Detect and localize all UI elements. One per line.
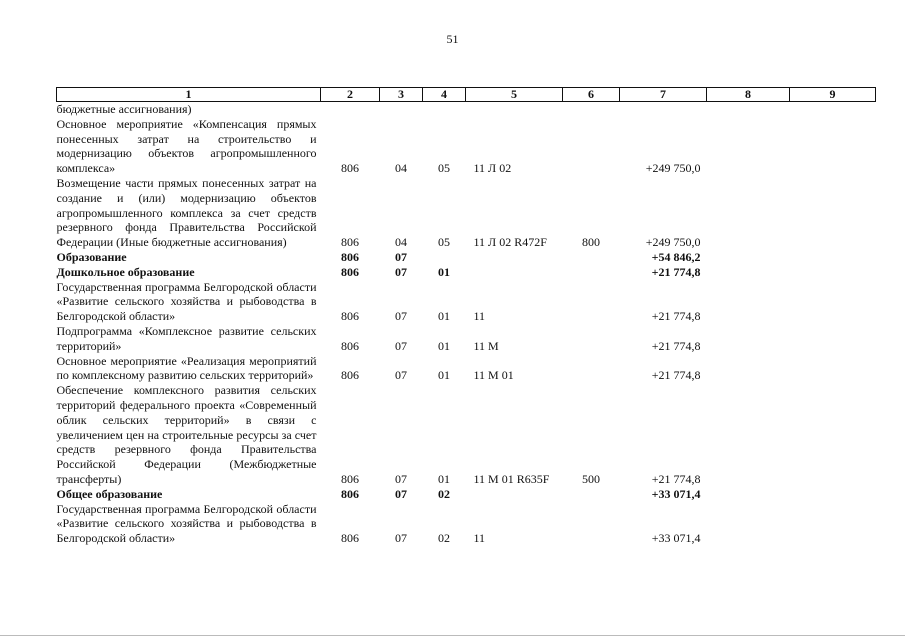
row-ministry-code: 806 — [341, 531, 359, 546]
row-subsection: 01 — [438, 309, 450, 324]
row-expense-type — [563, 324, 620, 354]
table-row — [57, 502, 876, 546]
row-expense-type — [563, 265, 620, 280]
table-row — [57, 487, 876, 502]
row-ministry-code: 806 — [341, 161, 359, 176]
row-subsection — [423, 250, 466, 265]
row-amount: +21 774,8 — [651, 338, 701, 353]
row-description: Государственная программа Белгородской области «Развитие сельского хозяйства и рыбоводства в Белгородской области» — [56, 501, 317, 546]
row-amount — [620, 102, 707, 117]
row-empty-cell — [790, 383, 876, 487]
row-ministry-code: 806 — [341, 309, 359, 324]
row-description: Общее образование — [56, 486, 163, 501]
table-row — [57, 354, 876, 384]
table-row — [57, 176, 876, 250]
row-empty-cell — [790, 102, 876, 117]
table-header-row — [57, 88, 876, 102]
row-description: Образование — [56, 249, 127, 264]
column-header-9: 9 — [790, 88, 876, 102]
row-empty-cell — [790, 502, 876, 546]
row-expense-type — [563, 117, 620, 176]
row-subsection: 05 — [438, 235, 450, 250]
row-subsection: 01 — [438, 338, 450, 353]
row-target-article: 11 Л 02 — [473, 161, 512, 176]
table-row — [57, 102, 876, 117]
page-bottom-divider — [0, 635, 905, 637]
row-expense-type: 500 — [582, 471, 600, 486]
row-description: Возмещение части прямых понесенных затрат на создание и (или) модернизацию объектов агропромышленного комплекса за счет средств резервного фонда Правительства Российской Федерации (Иные бюджетные ассигнования) — [56, 175, 317, 250]
row-section: 07 — [395, 309, 407, 324]
row-expense-type — [563, 250, 620, 265]
row-expense-type — [563, 102, 620, 117]
column-header-1: 1 — [57, 88, 321, 102]
row-ministry-code: 806 — [341, 486, 359, 501]
row-description: Основное мероприятие «Компенсация прямых понесенных затрат на строительство и модернизацию объектов агропромышленного комплекса» — [56, 116, 317, 176]
table-row — [57, 250, 876, 265]
row-section: 07 — [395, 368, 407, 383]
row-target-article: 11 Л 02 R472F — [473, 235, 547, 250]
row-amount: +21 774,8 — [651, 368, 701, 383]
row-target-article: 11 М — [473, 338, 499, 353]
row-empty-cell — [707, 250, 790, 265]
row-empty-cell — [790, 176, 876, 250]
row-empty-cell — [707, 354, 790, 384]
row-amount: +249 750,0 — [645, 161, 701, 176]
row-target-article — [466, 487, 563, 502]
row-target-article — [466, 250, 563, 265]
row-empty-cell — [707, 117, 790, 176]
row-subsection: 01 — [438, 471, 450, 486]
table-body — [57, 102, 876, 546]
row-description: Государственная программа Белгородской области «Развитие сельского хозяйства и рыбоводства в Белгородской области» — [56, 279, 317, 324]
row-expense-type — [563, 502, 620, 546]
row-empty-cell — [707, 324, 790, 354]
row-amount: +33 071,4 — [651, 486, 701, 501]
row-empty-cell — [707, 280, 790, 324]
row-empty-cell — [707, 102, 790, 117]
row-target-article: 11 — [473, 309, 486, 324]
row-expense-type: 800 — [582, 235, 600, 250]
table-row — [57, 117, 876, 176]
budget-table — [56, 87, 876, 546]
column-header-5: 5 — [466, 88, 563, 102]
row-target-article: 11 М 01 R635F — [473, 471, 550, 486]
row-subsection: 05 — [438, 161, 450, 176]
row-target-article — [466, 102, 563, 117]
row-amount: +21 774,8 — [651, 471, 701, 486]
row-empty-cell — [790, 324, 876, 354]
row-description: бюджетные ассигнования) — [56, 102, 192, 116]
row-target-article: 11 — [473, 531, 486, 546]
row-description: Дошкольное образование — [56, 264, 195, 279]
row-section: 07 — [395, 249, 407, 264]
column-header-2: 2 — [321, 88, 380, 102]
row-ministry-code: 806 — [341, 249, 359, 264]
table-row — [57, 265, 876, 280]
row-empty-cell — [707, 265, 790, 280]
row-empty-cell — [790, 487, 876, 502]
row-amount: +21 774,8 — [651, 309, 701, 324]
column-header-3: 3 — [380, 88, 423, 102]
row-section: 04 — [395, 235, 407, 250]
row-empty-cell — [790, 280, 876, 324]
column-header-8: 8 — [707, 88, 790, 102]
column-header-7: 7 — [620, 88, 707, 102]
row-amount: +249 750,0 — [645, 235, 701, 250]
row-ministry-code: 806 — [341, 368, 359, 383]
row-empty-cell — [790, 265, 876, 280]
row-subsection: 01 — [438, 368, 450, 383]
row-section: 07 — [395, 531, 407, 546]
row-subsection: 02 — [438, 486, 450, 501]
row-section: 04 — [395, 161, 407, 176]
row-subsection — [423, 102, 466, 117]
row-empty-cell — [707, 502, 790, 546]
budget-table-container — [56, 87, 875, 546]
row-section: 07 — [395, 338, 407, 353]
column-header-4: 4 — [423, 88, 466, 102]
table-row — [57, 280, 876, 324]
row-ministry-code — [321, 102, 380, 117]
column-header-6: 6 — [563, 88, 620, 102]
row-ministry-code: 806 — [341, 338, 359, 353]
page-number: 51 — [446, 32, 459, 46]
row-section: 07 — [395, 264, 407, 279]
row-empty-cell — [707, 176, 790, 250]
table-row — [57, 324, 876, 354]
row-empty-cell — [707, 383, 790, 487]
row-expense-type — [563, 280, 620, 324]
row-description: Основное мероприятие «Реализация мероприятий по комплексному развитию сельских территорий» — [56, 353, 317, 383]
row-empty-cell — [790, 354, 876, 384]
row-ministry-code: 806 — [341, 235, 359, 250]
row-section: 07 — [395, 486, 407, 501]
row-section — [380, 102, 423, 117]
row-description: Обеспечение комплексного развития сельских территорий федерального проекта «Современный облик сельских территорий» в связи с увеличением цен на строительные ресурсы за счет средств резервного фонда Правительства Российской Федерации (Межбюджетные трансферты) — [56, 383, 317, 486]
row-description: Подпрограмма «Комплексное развитие сельских территорий» — [56, 323, 317, 353]
row-amount: +33 071,4 — [651, 531, 701, 546]
row-expense-type — [563, 354, 620, 384]
table-row — [57, 383, 876, 487]
row-subsection: 02 — [438, 531, 450, 546]
row-ministry-code: 806 — [341, 264, 359, 279]
row-empty-cell — [790, 250, 876, 265]
row-empty-cell — [707, 487, 790, 502]
row-target-article — [466, 265, 563, 280]
row-subsection: 01 — [438, 264, 450, 279]
row-amount: +54 846,2 — [651, 249, 701, 264]
row-empty-cell — [790, 117, 876, 176]
row-target-article: 11 М 01 — [473, 368, 514, 383]
row-expense-type — [563, 487, 620, 502]
row-ministry-code: 806 — [341, 471, 359, 486]
row-section: 07 — [395, 471, 407, 486]
row-amount: +21 774,8 — [651, 264, 701, 279]
